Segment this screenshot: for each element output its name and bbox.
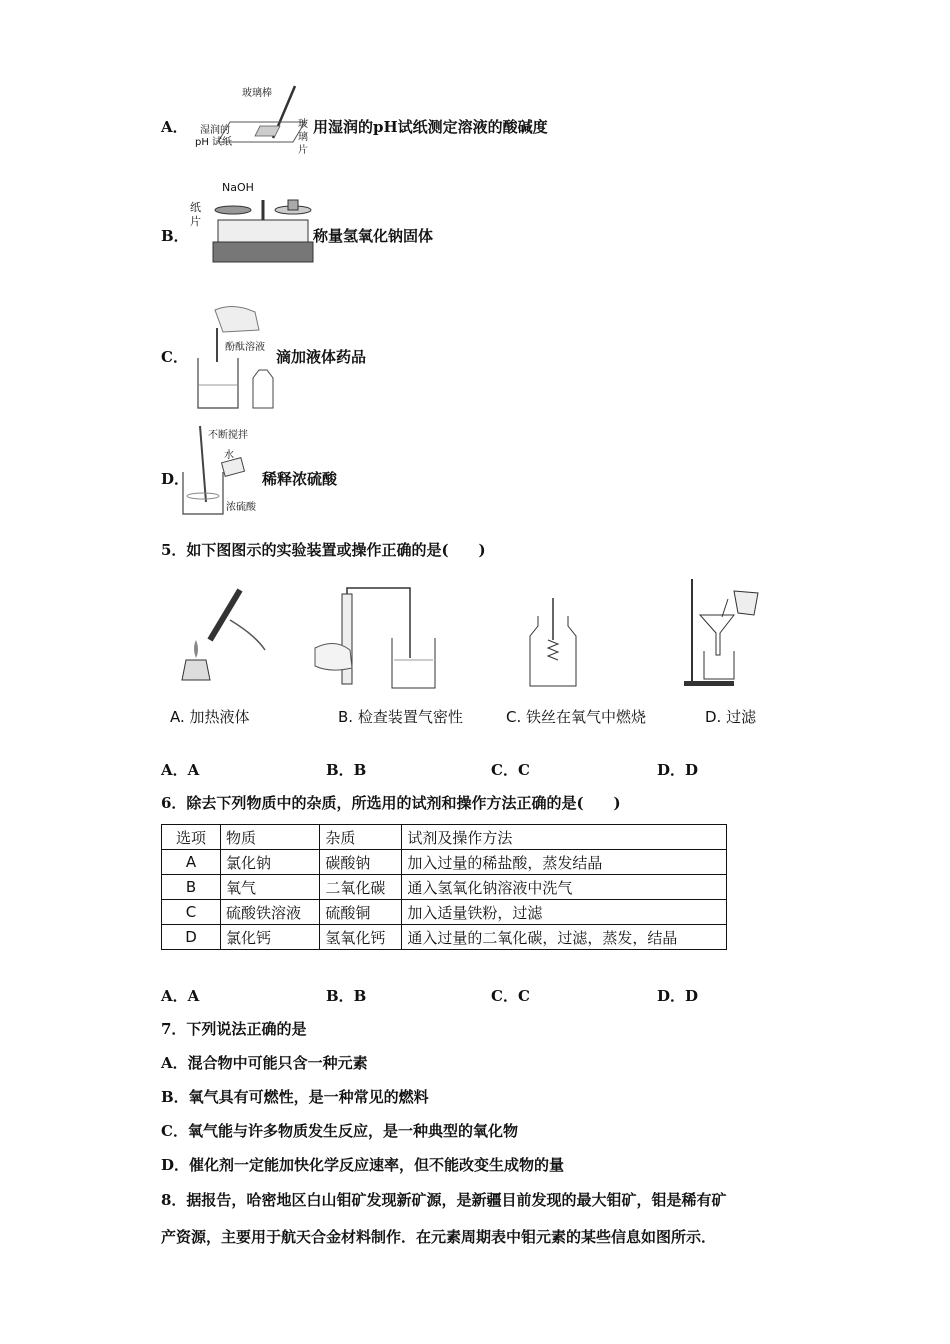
q5-choice-b: B．B (326, 761, 367, 779)
q4-option-c-text: 滴加液体药品 (276, 348, 367, 366)
q4-option-b-letter: B． (161, 227, 189, 245)
fig-label-naoh: NaOH (222, 181, 254, 194)
q5-choice-a: A．A (161, 761, 200, 779)
cell-option: A (162, 850, 221, 875)
fig-label-glass-rod: 玻璃棒 (242, 88, 272, 99)
fig-label-glass-3: 片 (298, 145, 308, 156)
fig-label-water: 水 (224, 450, 234, 461)
cell-method: 通入氢氧化钠溶液中洗气 (402, 875, 727, 900)
q6-choice-b: B．B (326, 987, 367, 1005)
q8-line-2: 产资源，主要用于航天合金材料制作．在元素周期表中钼元素的某些信息如图所示． (161, 1228, 717, 1246)
cell-substance: 氯化钠 (221, 850, 320, 875)
fig-label-paper-1: 纸 (190, 201, 201, 214)
filtration-figure (682, 575, 767, 687)
q7-stem: 7．下列说法正确的是 (161, 1020, 307, 1038)
q7-option-c: C．氧气能与许多物质发生反应，是一种典型的氧化物 (161, 1122, 518, 1140)
cell-impurity: 氢氧化钙 (320, 925, 402, 950)
fig-label-wet: 湿润的 (200, 125, 230, 136)
cell-option: C (162, 900, 221, 925)
cell-option: D (162, 925, 221, 950)
q5-caption-b: B. 检查装置气密性 (338, 708, 463, 726)
q7-option-b: B．氧气具有可燃性，是一种常见的燃料 (161, 1088, 429, 1106)
fig-label-conc-acid: 浓硫酸 (226, 502, 256, 513)
fig-label-phenolphthalein: 酚酞溶液 (225, 342, 265, 353)
q4-option-c-letter: C． (161, 348, 188, 366)
fig-label-stir: 不断搅拌 (208, 430, 248, 441)
iron-wire-figure (528, 596, 578, 688)
cell-substance: 氧气 (221, 875, 320, 900)
q6-choice-a: A．A (161, 987, 200, 1005)
q7-option-d: D．催化剂一定能加快化学反应速率，但不能改变生成物的量 (161, 1156, 565, 1174)
cell-method: 加入过量的稀盐酸，蒸发结晶 (402, 850, 727, 875)
cell-method: 加入适量铁粉，过滤 (402, 900, 727, 925)
fig-label-glass-2: 璃 (298, 132, 308, 143)
heating-liquid-figure (170, 580, 270, 690)
table-row (162, 850, 727, 875)
q6-table (161, 824, 727, 950)
fig-label-paper-2: 片 (190, 215, 201, 228)
q6-choice-c: C．C (491, 987, 530, 1005)
cell-substance: 硫酸铁溶液 (221, 900, 320, 925)
q6-stem: 6．除去下列物质中的杂质，所选用的试剂和操作方法正确的是( ) (161, 794, 621, 812)
airtight-check-figure (310, 588, 440, 690)
th-impurity: 杂质 (320, 825, 402, 850)
table-header-row (162, 825, 727, 850)
q5-caption-a: A. 加热液体 (170, 708, 250, 726)
q5-caption-c: C. 铁丝在氧气中燃烧 (506, 708, 647, 726)
q5-stem: 5．如下图图示的实验装置或操作正确的是( ) (161, 541, 486, 559)
table-row (162, 900, 727, 925)
cell-option: B (162, 875, 221, 900)
fig-label-ph-paper: pH 试纸 (195, 137, 233, 148)
q4-option-a-letter: A． (161, 118, 188, 136)
cell-impurity: 二氧化碳 (320, 875, 402, 900)
th-method: 试剂及操作方法 (402, 825, 727, 850)
cell-substance: 氯化钙 (221, 925, 320, 950)
q5-caption-d: D. 过滤 (705, 708, 757, 726)
table-row (162, 925, 727, 950)
th-substance: 物质 (221, 825, 320, 850)
q7-option-a: A．混合物中可能只含一种元素 (161, 1054, 368, 1072)
q5-choice-d: D．D (657, 761, 699, 779)
cell-method: 通入过量的二氧化碳，过滤，蒸发，结晶 (402, 925, 727, 950)
q8-line-1: 8．据报告，哈密地区白山钼矿发现新矿源，是新疆目前发现的最大钼矿，钼是稀有矿 (161, 1191, 727, 1209)
q4-option-b-text: 称量氢氧化钠固体 (313, 227, 434, 245)
th-option: 选项 (162, 825, 221, 850)
fig-label-glass-1: 玻 (298, 119, 308, 130)
q4-option-d-letter: D． (161, 470, 190, 488)
dropper-figure (193, 300, 273, 412)
q4-option-d-text: 稀释浓硫酸 (262, 470, 338, 488)
cell-impurity: 碳酸钠 (320, 850, 402, 875)
cell-impurity: 硫酸铜 (320, 900, 402, 925)
q6-choice-d: D．D (657, 987, 699, 1005)
q5-choice-c: C．C (491, 761, 530, 779)
q4-option-a-text: 用湿润的pH试纸测定溶液的酸碱度 (313, 118, 548, 136)
table-row (162, 875, 727, 900)
